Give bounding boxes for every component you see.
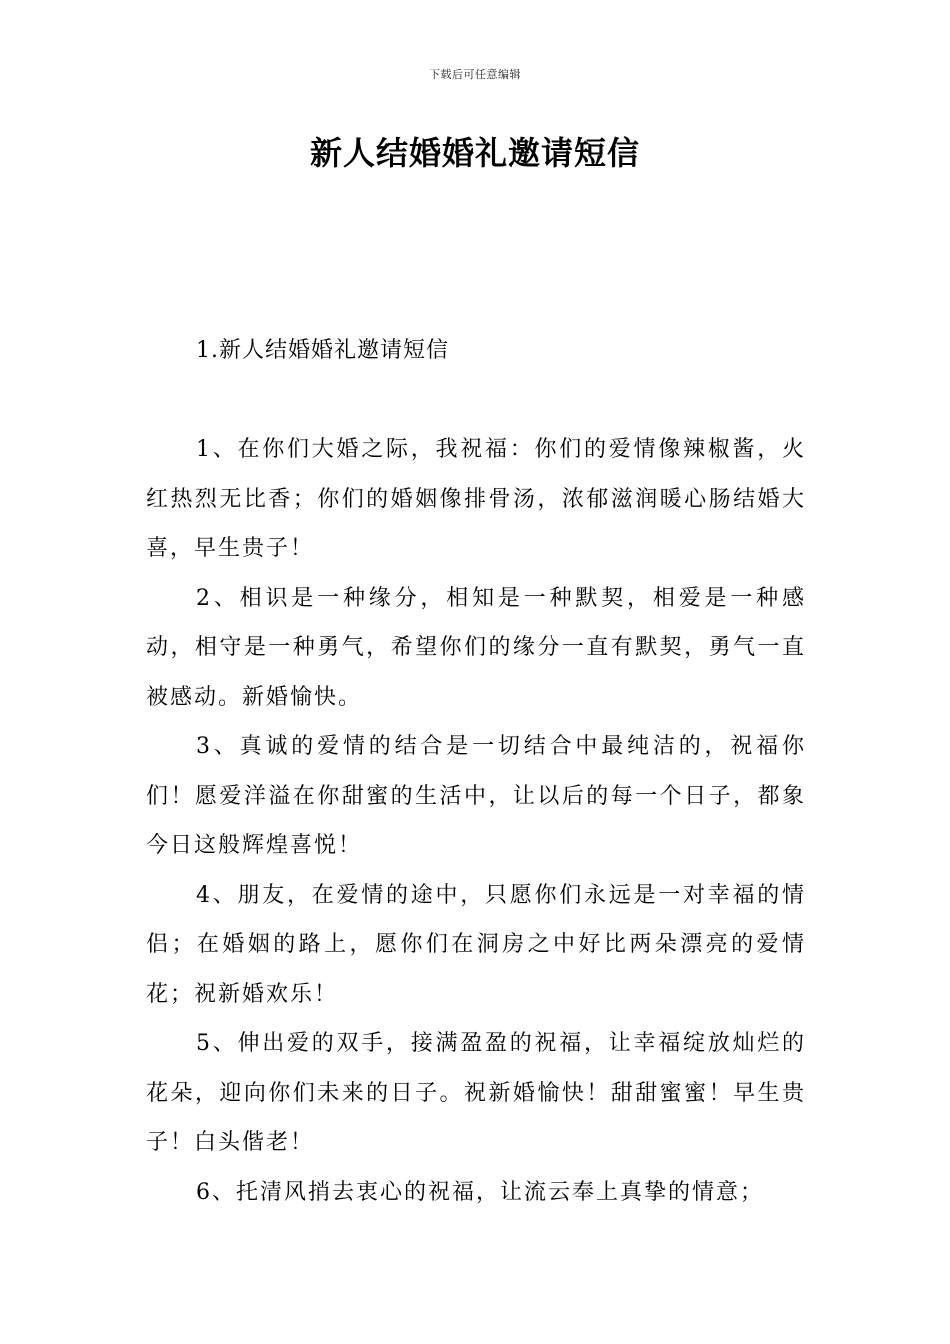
header-note: 下载后可任意编辑 [429,68,521,81]
paragraph: 5、伸出爱的双手，接满盈盈的祝福，让幸福绽放灿烂的花朵，迎向你们未来的日子。祝新婚愉快！甜甜蜜蜜！早生贵子！白头偕老！ [146,1031,806,1155]
paragraph: 3、真诚的爱情的结合是一切结合中最纯洁的，祝福你们！愿爱洋溢在你甜蜜的生活中，让以后的每一个日子，都象今日这般辉煌喜悦！ [146,734,806,858]
paragraph: 2、相识是一种缘分，相知是一种默契，相爱是一种感动，相守是一种勇气，希望你们的缘分一直有默契，勇气一直被感动。新婚愉快。 [146,585,806,710]
document-title: 新人结婚婚礼邀请短信 [309,134,640,172]
paragraph: 1、在你们大婚之际，我祝福：你们的爱情像辣椒酱，火红热烈无比香；你们的婚姻像排骨汤，浓郁滋润暖心肠结婚大喜，早生贵子！ [146,437,806,561]
document-body [146,425,806,1217]
paragraph: 4、朋友，在爱情的途中，只愿你们永远是一对幸福的情侣；在婚姻的路上，愿你们在洞房之中好比两朵漂亮的爱情花；祝新婚欢乐！ [146,882,806,1007]
section-heading: 1.新人结婚婚礼邀请短信 [196,338,449,363]
paragraph: 6、托清风捎去衷心的祝福，让流云奉上真挚的情意； [196,1179,764,1205]
